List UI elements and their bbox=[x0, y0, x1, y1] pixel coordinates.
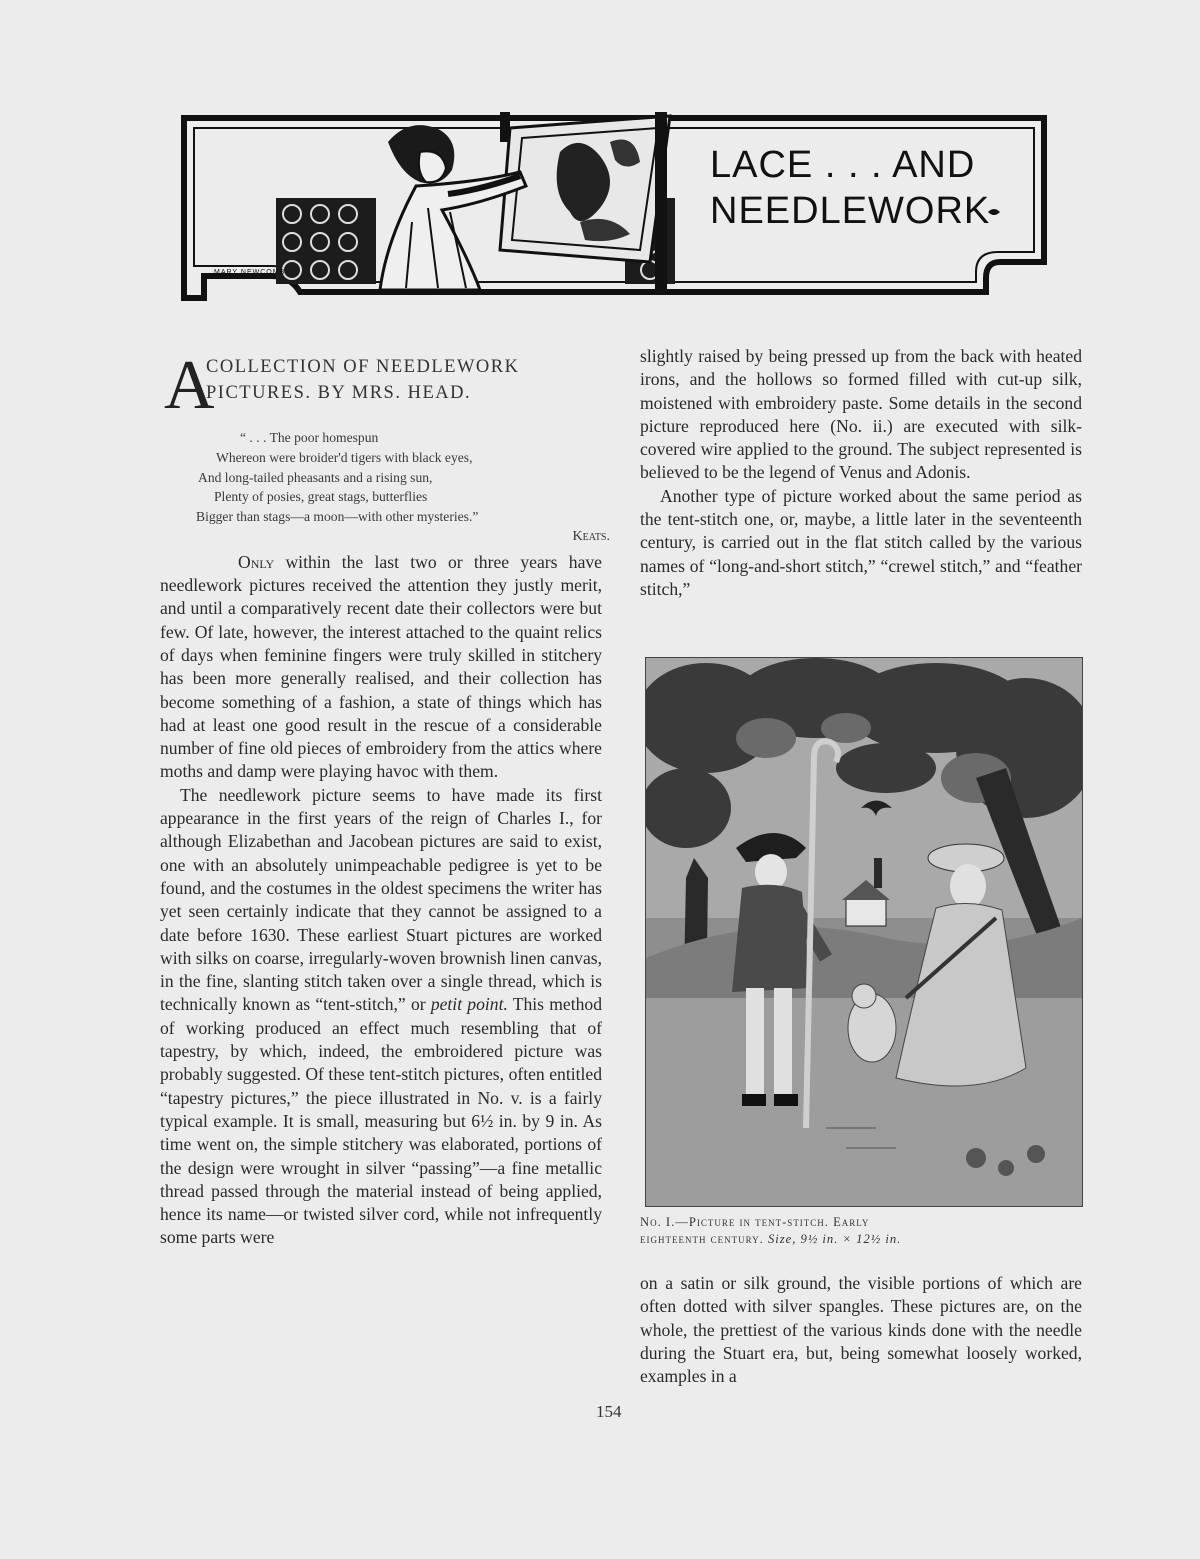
header-banner bbox=[180, 112, 1048, 304]
right-column bbox=[640, 345, 1082, 601]
paragraph-2 bbox=[160, 784, 602, 1250]
epigraph-poem bbox=[196, 428, 610, 547]
page-number: 154 bbox=[596, 1402, 622, 1421]
right-column-bottom bbox=[640, 1272, 1082, 1388]
caption-line-2 bbox=[640, 1231, 1080, 1248]
poem-line: Bigger than stags—a moon—with other mysteries.” bbox=[196, 509, 479, 525]
caption-size: Size, 9½ in. × 12½ in. bbox=[767, 1232, 902, 1246]
needlework-picture bbox=[645, 657, 1083, 1207]
caption-line-1: No. I.—Picture in tent-stitch. Early bbox=[640, 1215, 870, 1229]
figure-caption bbox=[640, 1214, 1080, 1248]
poem-line: Whereon were broider'd tigers with black eyes, bbox=[216, 449, 473, 465]
paragraph-text: within the last two or three years have needlework pictures received the attention they justly merit, and until a comparatively recent date their collectors were but few. Of late, however, the interest attached to the quaint relics of days when feminine fingers were truly skilled in stitchery has been more generally realised, and their collection has become something of a fashion, a state of things which has had at least one good result in the rescue of a considerable number of fine old pieces of embroidery from the attics where moths and damp were playing havoc with them. bbox=[160, 551, 602, 782]
page-title bbox=[710, 142, 1040, 234]
left-column bbox=[160, 347, 610, 1250]
lead-word: Only bbox=[238, 551, 275, 572]
poem-line: “ . . . The poor homespun bbox=[240, 430, 379, 445]
drop-cap: A bbox=[164, 347, 215, 424]
paragraph-3: slightly raised by being pressed up from the back with heated irons, and the hollows so formed filled with cut-up silk, moistened with embroidery paste. Some details in the second picture reproduced here (No. ii.) are executed with silk-covered wire applied to the ground. The subject represented is believed to be the legend of Venus and Adonis. bbox=[640, 346, 1082, 483]
heading-line-2: PICTURES. BY MRS. HEAD. bbox=[206, 383, 472, 403]
paragraph-text: This method of working produced an effect much resembling that of tapestry, by which, indeed, the embroidered picture was probably suggested. Of these tent-stitch pictures, often entitled “tapestry pictures,” the piece illustrated in No. v. is a fairly typical example. It is small, measuring but 6½ in. by 9 in. As time went on, the simple stitchery was elaborated, portions of the design were wrought in silver “passing”—a fine metallic thread passed through the material instead of being applied, hence its name—or twisted silver cord, while not infrequently some parts were bbox=[160, 994, 603, 1248]
paragraph-4: Another type of picture worked about the same period as the tent-stitch one, or, maybe, a little later in the seventeenth century, is carried out in the flat stitch called by the various names of “long-and-short stitch,” “crewel stitch,” and “feather stitch,” bbox=[640, 485, 1082, 599]
paragraph-5: on a satin or silk ground, the visible portions of which are often dotted with silver spangles. These pictures are, on the whole, the prettiest of the various kinds done with the needle during the Stuart era, but, being somewhat loosely worked, examples in a bbox=[640, 1273, 1082, 1387]
paragraph-1 bbox=[160, 551, 602, 784]
title-line-2: NEEDLEWORK bbox=[710, 190, 991, 232]
poem-author: Keats. bbox=[572, 528, 610, 544]
title-line-1: LACE . . . AND bbox=[710, 144, 976, 186]
caption-text: eighteenth century. bbox=[640, 1232, 768, 1246]
poem-line: Plenty of posies, great stags, butterflies bbox=[214, 489, 428, 505]
italic-term: petit point. bbox=[430, 994, 508, 1015]
poem-line: And long-tailed pheasants and a rising sun, bbox=[198, 469, 433, 485]
paragraph-text: The needlework picture seems to have made its first appearance in the first years of the reign of Charles I., for although Elizabethan and Jacobean pictures are said to exist, one with an absolutely unimpeachable pedigree is yet to be found, and the costumes in the oldest specimens the writer has yet seen certainly indicate that they cannot be assigned to a date before 1630. These earliest Stuart pictures are worked with silks on coarse, irregularly-woven brownish linen canvas, in the fine, slanting stitch taken over a single thread, which is technically known as “tent-stitch,” or bbox=[160, 784, 602, 1015]
heading-line-1: COLLECTION OF NEEDLEWORK bbox=[206, 357, 520, 377]
tent-stitch-picture-illustration bbox=[646, 658, 1082, 1206]
article-heading bbox=[160, 347, 602, 424]
svg-text:MARY NEWCOMB: MARY NEWCOMB bbox=[214, 269, 286, 276]
